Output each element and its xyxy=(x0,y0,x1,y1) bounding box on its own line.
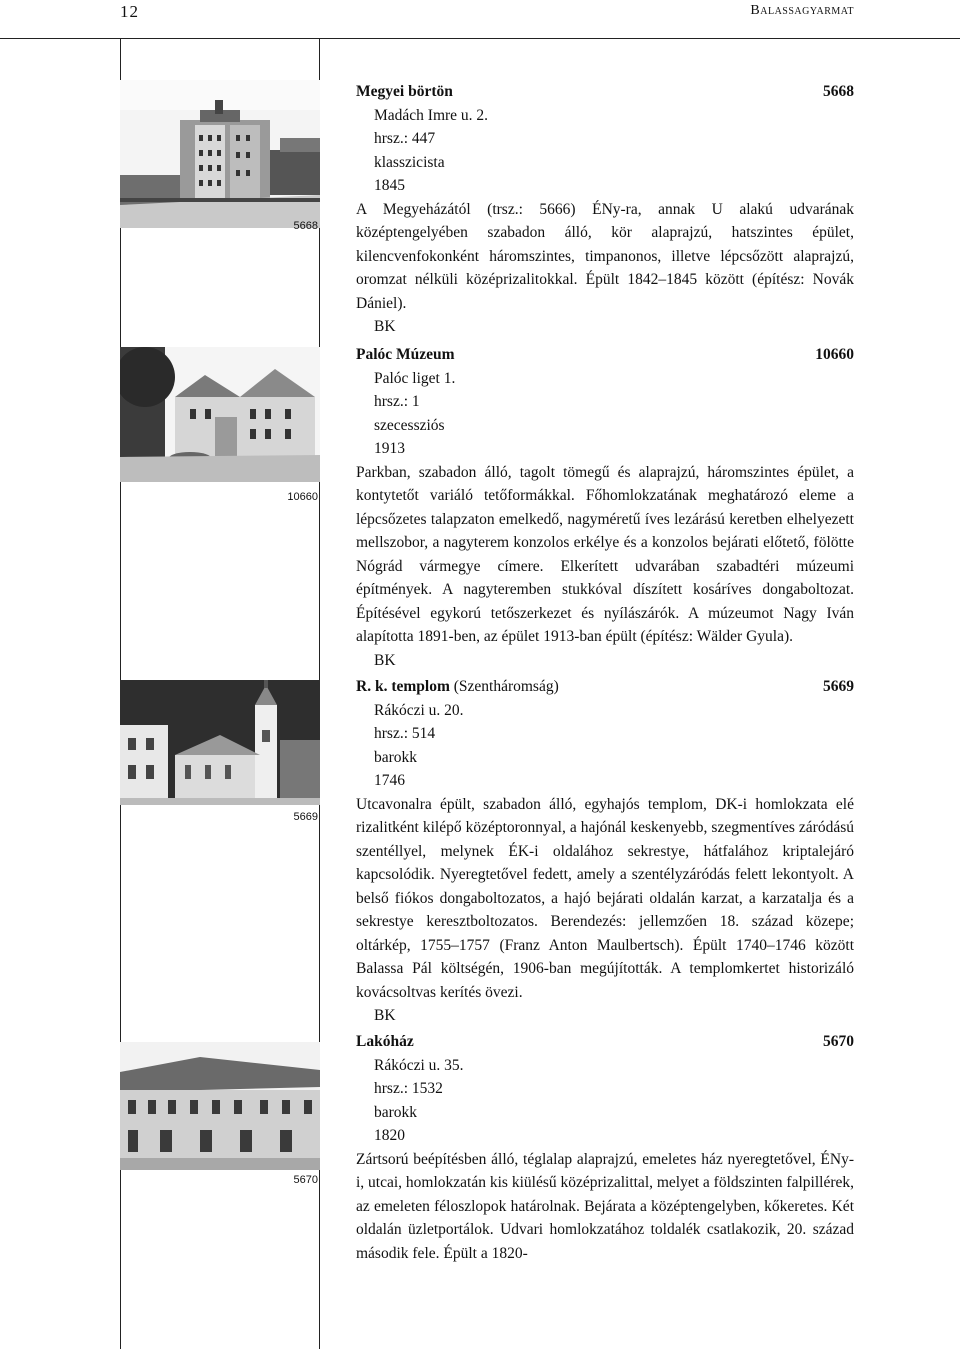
entry-id: 5669 xyxy=(823,678,854,695)
photo-id-10660: 10660 xyxy=(287,491,318,503)
photo-church xyxy=(120,680,320,805)
photo-id-5670: 5670 xyxy=(293,1174,318,1186)
entry-heading xyxy=(356,343,854,367)
entry-heading xyxy=(356,80,854,104)
entry-id: 5670 xyxy=(823,1033,854,1050)
entry-address: Madách Imre u. 2. xyxy=(374,106,489,124)
entry-5670 xyxy=(356,1030,854,1265)
photo-id-5668: 5668 xyxy=(293,220,318,232)
entry-5669 xyxy=(356,675,854,1028)
entry-year: 1913 xyxy=(374,440,405,457)
entry-description: A Megyeházától (trsz.: 5666) ÉNy-ra, annak U alakú udvarának középtengelyében szabadon álló, kör alaprajzú, hatszintes épület, kilencvenfokonként háromszintes, timpanonos, illetve lépcsőzött alaprajzú, oromzat nélküli középrizalitokkal. Épült 1842–1845 között (építész: Novák Dániel). xyxy=(356,200,854,312)
entry-10660 xyxy=(356,343,854,672)
entry-title-group xyxy=(356,675,559,699)
running-title: Balassagyarmat xyxy=(750,3,854,18)
entry-year: 1845 xyxy=(374,177,405,194)
entry-5668 xyxy=(356,80,854,339)
entry-author: BK xyxy=(374,1007,396,1024)
entry-address: Palóc liget 1. xyxy=(374,369,456,387)
entry-style: barokk xyxy=(374,748,418,766)
entry-subtitle: (Szentháromság) xyxy=(453,678,559,695)
entry-heading xyxy=(356,1030,854,1054)
entry-hrsz: hrsz.: 447 xyxy=(374,130,436,147)
entry-title: R. k. templom xyxy=(356,678,450,695)
entry-style: barokk xyxy=(374,1103,418,1121)
entry-description: Zártsorú beépítésben álló, téglalap alaprajzú, emeletes ház nyeregtetővel, ÉNy-i, utcai, homlokzatán kis kiülésű középrizalittal, melyet a földszinten falpillérek, az emeleten féloszlopok határolnak. Bejárata a középtengelyben, kőkeretes. Két oldalán üzletportálok. Udvari homlokzatához toldalék csatlakozik, 20. század második fele. Épült a 1820- xyxy=(356,1150,854,1262)
entry-author: BK xyxy=(374,651,396,669)
photo-house xyxy=(120,1042,320,1170)
entry-year: 1820 xyxy=(374,1127,405,1144)
entry-heading xyxy=(356,675,854,699)
photo-prison xyxy=(120,80,320,228)
entry-year: 1746 xyxy=(374,772,405,789)
entry-address: Rákóczi u. 20. xyxy=(374,701,464,719)
entry-title: Megyei börtön xyxy=(356,83,453,100)
photo-id-5669: 5669 xyxy=(293,811,318,823)
entry-author: BK xyxy=(374,318,396,335)
entry-description: Utcavonalra épült, szabadon álló, egyhajós templom, DK-i homlokzata elé rizalitként kilépő középtoronnyal, a hajónál keskenyebb, szegmentíves záródású szentéllyel, melynek ÉK-i oldalához sekrestye, hátfalához kriptalejáró kapcsolódik. Nyeregtetővel fedett, amely a szentélyzáródás felett lekontyolt. A belső fiókos dongaboltozatos, a hajó bejárati oldalán karzat, a karzatalja és a sekrestye keresztboltozatos. Berendezés: jellemzően 18. század közepe; oltárkép, 1755–1757 (Franz Anton Maulbertsch). Épült 1740–1746 között Balassa Pál költségén, 1906-ban megújították. A templomkertet historizáló kovácsoltvas kerítés övezi. xyxy=(356,795,854,1001)
photo-museum xyxy=(120,347,320,482)
entry-style: klasszicista xyxy=(374,153,445,171)
entry-style: szecessziós xyxy=(374,416,445,434)
entry-title: Lakóház xyxy=(356,1033,414,1050)
entry-description: Parkban, szabadon álló, tagolt tömegű és alaprajzú, háromszintes épület, a kontytetőt variáló tetőformákkal. Főhomlokzatának meghatározó eleme a lépcsőzetes talapzaton emelkedő, nagyméretű íves lezárású keretben elhelyezett mellszobor, a nagyterem konzolos erkélye és a konzolos bejárati előtető, fölötte Nógrád vármegye címere. Elkerített udvarában szabadtéri múzeumi építmények. A nagyteremben stukkóval díszített kosáríves dongaboltozat. Építésével egykorú tetőszerkezet és nyílászárók. A múzeumot Nagy Iván alapította 1891-ben, az épület 1913-ban épült (építész: Wälder Gyula). xyxy=(356,463,854,645)
entry-hrsz: hrsz.: 514 xyxy=(374,725,436,742)
entry-id: 10660 xyxy=(815,346,854,363)
page-header xyxy=(0,0,960,40)
page-number: 12 xyxy=(120,2,139,21)
entry-address: Rákóczi u. 35. xyxy=(374,1056,464,1074)
entry-hrsz: hrsz.: 1532 xyxy=(374,1080,443,1097)
entry-title: Palóc Múzeum xyxy=(356,346,455,363)
entry-id: 5668 xyxy=(823,83,854,100)
entry-hrsz: hrsz.: 1 xyxy=(374,393,420,410)
